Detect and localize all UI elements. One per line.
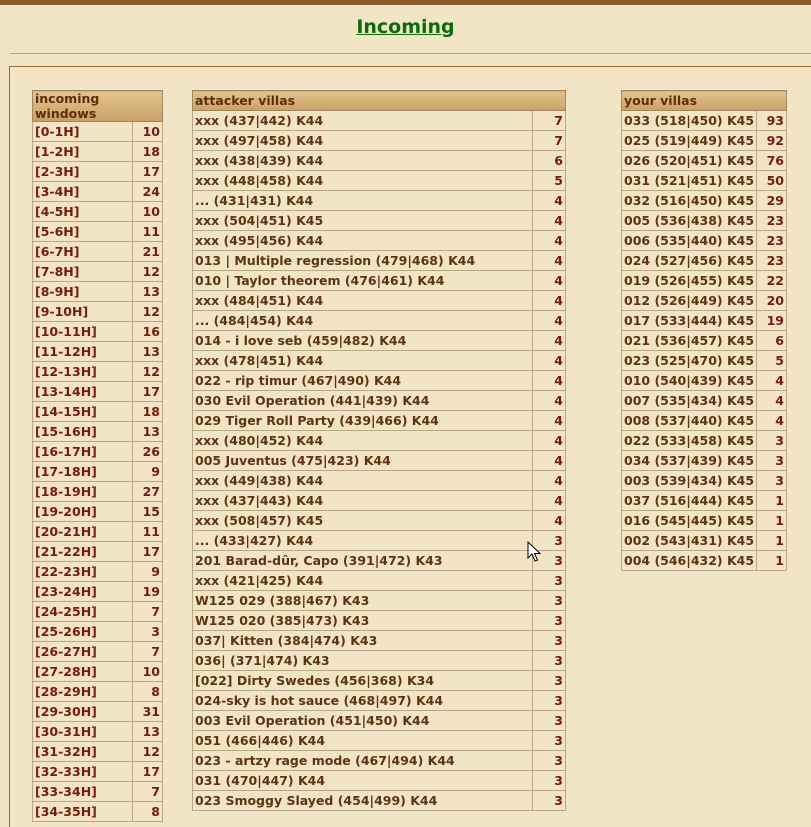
incoming-window-row	[33, 602, 163, 622]
incoming-window-row-count: 15	[133, 502, 163, 522]
incoming-window-row-count: 8	[133, 802, 163, 822]
your-villa-row-count: 1	[757, 491, 787, 511]
incoming-window-row-label[interactable]: [16-17H]	[33, 442, 133, 462]
your-villas-table	[621, 90, 787, 571]
attacker-villa-row	[193, 111, 566, 131]
incoming-window-row	[33, 142, 163, 162]
incoming-window-row-label[interactable]: [1-2H]	[33, 142, 133, 162]
incoming-window-row-label[interactable]: [8-9H]	[33, 282, 133, 302]
title-separator	[10, 53, 811, 54]
incoming-window-row	[33, 742, 163, 762]
incoming-window-row-label[interactable]: [18-19H]	[33, 482, 133, 502]
attacker-villa-row-label[interactable]: xxx (421|425) K44	[193, 571, 533, 591]
incoming-window-row-label[interactable]: [5-6H]	[33, 222, 133, 242]
incoming-window-row-count: 13	[133, 342, 163, 362]
your-villa-row	[622, 511, 787, 531]
attacker-villa-row	[193, 271, 566, 291]
your-villa-row	[622, 231, 787, 251]
your-villa-row-count: 1	[757, 511, 787, 531]
incoming-window-row	[33, 762, 163, 782]
incoming-window-row-label[interactable]: [19-20H]	[33, 502, 133, 522]
your-villa-row-count: 1	[757, 531, 787, 551]
your-villa-row-label[interactable]: 031 (521|451) K45	[622, 171, 757, 191]
your-villa-row-count: 23	[757, 211, 787, 231]
attacker-villa-row-label[interactable]: 030 Evil Operation (441|439) K44	[193, 391, 533, 411]
attacker-villa-row-label[interactable]: xxx (437|442) K44	[193, 111, 533, 131]
attacker-villa-row-label[interactable]: 036| (371|474) K43	[193, 651, 533, 671]
attacker-villa-row-label[interactable]: xxx (478|451) K44	[193, 351, 533, 371]
your-villa-row-label[interactable]: 010 (540|439) K45	[622, 371, 757, 391]
your-villa-row-count: 6	[757, 331, 787, 351]
incoming-window-row	[33, 562, 163, 582]
incoming-window-row	[33, 542, 163, 562]
attacker-villa-row-label[interactable]: W125 029 (388|467) K43	[193, 591, 533, 611]
incoming-window-row-count: 27	[133, 482, 163, 502]
incoming-window-row-count: 17	[133, 762, 163, 782]
incoming-window-row	[33, 802, 163, 822]
your-villa-row-count: 3	[757, 451, 787, 471]
attacker-villa-row	[193, 431, 566, 451]
your-villa-row	[622, 251, 787, 271]
incoming-window-row-count: 17	[133, 542, 163, 562]
mouse-pointer-icon	[527, 541, 541, 563]
your-villa-row-count: 50	[757, 171, 787, 191]
incoming-window-row	[33, 722, 163, 742]
incoming-window-row-label[interactable]: [33-34H]	[33, 782, 133, 802]
incoming-window-row	[33, 182, 163, 202]
incoming-windows-table	[32, 90, 163, 822]
attacker-villa-row-label[interactable]: xxx (448|458) K44	[193, 171, 533, 191]
your-villa-row	[622, 371, 787, 391]
your-villa-row-label[interactable]: 033 (518|450) K45	[622, 111, 757, 131]
incoming-window-row-label[interactable]: [11-12H]	[33, 342, 133, 362]
incoming-window-row-count: 12	[133, 302, 163, 322]
incoming-window-row-label[interactable]: [27-28H]	[33, 662, 133, 682]
attacker-villa-row-count: 4	[533, 431, 566, 451]
incoming-window-row	[33, 522, 163, 542]
attacker-villa-row-count: 4	[533, 371, 566, 391]
your-villa-row-count: 20	[757, 291, 787, 311]
your-villa-row-label[interactable]: 002 (543|431) K45	[622, 531, 757, 551]
your-villa-row-label[interactable]: 024 (527|456) K45	[622, 251, 757, 271]
incoming-window-row-count: 13	[133, 722, 163, 742]
incoming-window-row-count: 16	[133, 322, 163, 342]
attacker-villa-row-label[interactable]: xxx (480|452) K44	[193, 431, 533, 451]
incoming-window-row-label[interactable]: [12-13H]	[33, 362, 133, 382]
incoming-window-row-label[interactable]: [26-27H]	[33, 642, 133, 662]
attacker-villa-row	[193, 331, 566, 351]
your-villa-row-count: 4	[757, 391, 787, 411]
attacker-villa-row-label[interactable]: xxx (438|439) K44	[193, 151, 533, 171]
incoming-window-row-label[interactable]: [0-1H]	[33, 122, 133, 142]
your-villa-row-label[interactable]: 032 (516|450) K45	[622, 191, 757, 211]
attacker-villa-row	[193, 291, 566, 311]
attacker-villa-row-count: 3	[533, 651, 566, 671]
incoming-window-row-count: 12	[133, 262, 163, 282]
attacker-villa-row-count: 4	[533, 511, 566, 531]
incoming-window-row-count: 13	[133, 282, 163, 302]
your-villa-row-count: 4	[757, 371, 787, 391]
your-villa-row	[622, 391, 787, 411]
incoming-window-row-label[interactable]: [17-18H]	[33, 462, 133, 482]
incoming-window-row	[33, 622, 163, 642]
attacker-villa-row	[193, 171, 566, 191]
incoming-window-row-count: 11	[133, 522, 163, 542]
your-villa-row	[622, 531, 787, 551]
attacker-villa-row-label[interactable]: xxx (497|458) K44	[193, 131, 533, 151]
attacker-villa-row-count: 4	[533, 211, 566, 231]
incoming-window-row	[33, 402, 163, 422]
attacker-villa-row-label[interactable]: xxx (495|456) K44	[193, 231, 533, 251]
your-villa-row-count: 3	[757, 431, 787, 451]
attacker-villa-row	[193, 391, 566, 411]
attacker-villa-row-count: 4	[533, 271, 566, 291]
attacker-villa-row	[193, 791, 566, 811]
incoming-window-row-label[interactable]: [13-14H]	[33, 382, 133, 402]
incoming-window-row-count: 7	[133, 602, 163, 622]
your-villa-row-label[interactable]: 026 (520|451) K45	[622, 151, 757, 171]
attacker-villa-row-count: 4	[533, 311, 566, 331]
attacker-villa-row-label[interactable]: 005 Juventus (475|423) K44	[193, 451, 533, 471]
incoming-window-row-count: 26	[133, 442, 163, 462]
incoming-window-row	[33, 382, 163, 402]
attacker-villa-row-label[interactable]: 023 Smoggy Slayed (454|499) K44	[193, 791, 533, 811]
attacker-villa-row-count: 4	[533, 251, 566, 271]
incoming-window-row-count: 10	[133, 202, 163, 222]
incoming-window-row-count: 9	[133, 562, 163, 582]
incoming-window-row-count: 13	[133, 422, 163, 442]
attacker-villa-row-count: 4	[533, 351, 566, 371]
your-villa-row	[622, 151, 787, 171]
attacker-villa-row	[193, 311, 566, 331]
attacker-villa-row-count: 4	[533, 491, 566, 511]
your-villa-row	[622, 431, 787, 451]
your-villa-row-label[interactable]: 008 (537|440) K45	[622, 411, 757, 431]
attacker-villa-row-label[interactable]: 022 - rip timur (467|490) K44	[193, 371, 533, 391]
attacker-villa-row-count: 3	[533, 571, 566, 591]
attacker-villa-row	[193, 411, 566, 431]
attacker-villa-row-count: 3	[533, 751, 566, 771]
incoming-window-row-label[interactable]: [14-15H]	[33, 402, 133, 422]
incoming-window-row-label[interactable]: [2-3H]	[33, 162, 133, 182]
your-villa-row-count: 19	[757, 311, 787, 331]
your-villa-row-label[interactable]: 019 (526|455) K45	[622, 271, 757, 291]
incoming-window-row-count: 17	[133, 382, 163, 402]
attacker-villa-row	[193, 631, 566, 651]
your-villa-row	[622, 191, 787, 211]
attacker-villa-row	[193, 531, 566, 551]
attacker-villa-row	[193, 191, 566, 211]
attacker-villa-row-label[interactable]: xxx (449|438) K44	[193, 471, 533, 491]
incoming-window-row-count: 19	[133, 582, 163, 602]
attacker-villa-row-count: 4	[533, 411, 566, 431]
your-villa-row-label[interactable]: 012 (526|449) K45	[622, 291, 757, 311]
incoming-window-row	[33, 262, 163, 282]
attacker-villa-row	[193, 151, 566, 171]
attacker-villa-row-count: 3	[533, 731, 566, 751]
incoming-window-row-count: 12	[133, 362, 163, 382]
attacker-villa-row-label[interactable]: ... (431|431) K44	[193, 191, 533, 211]
attacker-villa-row	[193, 731, 566, 751]
incoming-window-row-count: 12	[133, 742, 163, 762]
attacker-villa-row	[193, 651, 566, 671]
incoming-window-row-label[interactable]: [3-4H]	[33, 182, 133, 202]
your-villa-row	[622, 171, 787, 191]
attacker-villa-row	[193, 751, 566, 771]
incoming-window-row	[33, 682, 163, 702]
incoming-window-row-count: 10	[133, 122, 163, 142]
attacker-villa-row	[193, 351, 566, 371]
incoming-window-row-label[interactable]: [34-35H]	[33, 802, 133, 822]
attacker-villa-row	[193, 771, 566, 791]
attacker-villa-row-count: 3	[533, 611, 566, 631]
your-villa-row-label[interactable]: 017 (533|444) K45	[622, 311, 757, 331]
incoming-window-row-count: 11	[133, 222, 163, 242]
incoming-windows-header[interactable]: incoming windows	[33, 91, 163, 122]
your-villa-row-label[interactable]: 005 (536|438) K45	[622, 211, 757, 231]
attacker-villa-row-count: 5	[533, 171, 566, 191]
attacker-villas-table	[192, 90, 566, 811]
attacker-villa-row-label[interactable]: [022] Dirty Swedes (456|368) K34	[193, 671, 533, 691]
attacker-villa-row	[193, 231, 566, 251]
attacker-villa-row-count: 3	[533, 771, 566, 791]
attacker-villa-row-label[interactable]: 201 Barad-dûr, Capo (391|472) K43	[193, 551, 533, 571]
attacker-villa-row-label[interactable]: 031 (470|447) K44	[193, 771, 533, 791]
attacker-villas-body	[193, 111, 566, 811]
attacker-villa-row	[193, 471, 566, 491]
your-villa-row-count: 1	[757, 551, 787, 571]
your-villa-row	[622, 471, 787, 491]
incoming-window-row	[33, 582, 163, 602]
incoming-window-row-count: 18	[133, 142, 163, 162]
attacker-villa-row-label[interactable]: 037| Kitten (384|474) K43	[193, 631, 533, 651]
your-villa-row-label[interactable]: 003 (539|434) K45	[622, 471, 757, 491]
attacker-villa-row	[193, 491, 566, 511]
incoming-window-row	[33, 422, 163, 442]
attacker-villa-row-count: 4	[533, 471, 566, 491]
incoming-window-row-count: 17	[133, 162, 163, 182]
your-villa-row	[622, 351, 787, 371]
incoming-window-row-label[interactable]: [6-7H]	[33, 242, 133, 262]
your-villa-row	[622, 291, 787, 311]
attacker-villa-row-count: 3	[533, 711, 566, 731]
attacker-villa-row	[193, 131, 566, 151]
attacker-villa-row	[193, 251, 566, 271]
attacker-villa-row	[193, 451, 566, 471]
your-villa-row-count: 23	[757, 251, 787, 271]
your-villa-row-count: 5	[757, 351, 787, 371]
incoming-window-row	[33, 642, 163, 662]
attacker-villa-row-label[interactable]: 014 - i love seb (459|482) K44	[193, 331, 533, 351]
title-area	[0, 5, 811, 53]
attacker-villa-row-label[interactable]: 023 - artzy rage mode (467|494) K44	[193, 751, 533, 771]
attacker-villa-row	[193, 611, 566, 631]
your-villa-row-label[interactable]: 007 (535|434) K45	[622, 391, 757, 411]
your-villa-row	[622, 271, 787, 291]
incoming-window-row	[33, 662, 163, 682]
attacker-villas-header[interactable]: attacker villas	[193, 91, 566, 111]
your-villa-row-count: 3	[757, 471, 787, 491]
your-villa-row	[622, 491, 787, 511]
incoming-window-row-label[interactable]: [23-24H]	[33, 582, 133, 602]
attacker-villa-row-count: 4	[533, 331, 566, 351]
attacker-villa-row-count: 4	[533, 451, 566, 471]
attacker-villa-row-count: 3	[533, 591, 566, 611]
incoming-window-row-label[interactable]: [28-29H]	[33, 682, 133, 702]
attacker-villa-row-count: 3	[533, 531, 566, 551]
incoming-window-row-label[interactable]: [4-5H]	[33, 202, 133, 222]
incoming-window-row-count: 31	[133, 702, 163, 722]
incoming-window-row	[33, 302, 163, 322]
your-villa-row-count: 93	[757, 111, 787, 131]
your-villa-row-count: 23	[757, 231, 787, 251]
incoming-window-row	[33, 242, 163, 262]
attacker-villa-row-label[interactable]: xxx (484|451) K44	[193, 291, 533, 311]
incoming-window-row	[33, 202, 163, 222]
your-villa-row	[622, 451, 787, 471]
attacker-villa-row-label[interactable]: 029 Tiger Roll Party (439|466) K44	[193, 411, 533, 431]
incoming-window-row-label[interactable]: [7-8H]	[33, 262, 133, 282]
attacker-villa-row-label[interactable]: xxx (508|457) K45	[193, 511, 533, 531]
your-villa-row-label[interactable]: 021 (536|457) K45	[622, 331, 757, 351]
incoming-window-row	[33, 442, 163, 462]
attacker-villa-row	[193, 371, 566, 391]
incoming-window-row-count: 8	[133, 682, 163, 702]
incoming-window-row-count: 10	[133, 662, 163, 682]
incoming-window-row-count: 21	[133, 242, 163, 262]
incoming-window-row-label[interactable]: [29-30H]	[33, 702, 133, 722]
incoming-window-row	[33, 322, 163, 342]
incoming-window-row	[33, 162, 163, 182]
attacker-villa-row-count: 4	[533, 291, 566, 311]
incoming-window-row-count: 3	[133, 622, 163, 642]
attacker-villa-row	[193, 571, 566, 591]
your-villa-row-count: 76	[757, 151, 787, 171]
incoming-window-row-count: 18	[133, 402, 163, 422]
incoming-window-row	[33, 782, 163, 802]
attacker-villa-row-label[interactable]: 010 | Taylor theorem (476|461) K44	[193, 271, 533, 291]
your-villas-header[interactable]: your villas	[622, 91, 787, 111]
attacker-villa-row-label[interactable]: xxx (504|451) K45	[193, 211, 533, 231]
your-villas-body	[622, 111, 787, 571]
your-villa-row-count: 22	[757, 271, 787, 291]
your-villa-row-count: 92	[757, 131, 787, 151]
your-villa-row-count: 29	[757, 191, 787, 211]
attacker-villa-row-count: 3	[533, 691, 566, 711]
attacker-villa-row-count: 4	[533, 231, 566, 251]
attacker-villa-row-label[interactable]: 051 (466|446) K44	[193, 731, 533, 751]
your-villa-row	[622, 311, 787, 331]
page-title[interactable]: Incoming	[356, 16, 455, 38]
attacker-villa-row-count: 3	[533, 631, 566, 651]
incoming-windows-body	[33, 122, 163, 822]
your-villa-row	[622, 551, 787, 571]
attacker-villa-row-label[interactable]: W125 020 (385|473) K43	[193, 611, 533, 631]
attacker-villa-row-count: 7	[533, 111, 566, 131]
attacker-villa-row	[193, 671, 566, 691]
your-villa-row-label[interactable]: 025 (519|449) K45	[622, 131, 757, 151]
your-villa-row	[622, 131, 787, 151]
incoming-window-row	[33, 222, 163, 242]
incoming-window-row-label[interactable]: [20-21H]	[33, 522, 133, 542]
incoming-window-row-label[interactable]: [32-33H]	[33, 762, 133, 782]
attacker-villa-row	[193, 211, 566, 231]
incoming-window-row	[33, 122, 163, 142]
incoming-window-row	[33, 482, 163, 502]
attacker-villa-row-count: 6	[533, 151, 566, 171]
your-villa-row	[622, 411, 787, 431]
incoming-window-row-count: 9	[133, 462, 163, 482]
attacker-villa-row-count: 3	[533, 551, 566, 571]
incoming-window-row-label[interactable]: [24-25H]	[33, 602, 133, 622]
your-villa-row-label[interactable]: 006 (535|440) K45	[622, 231, 757, 251]
incoming-window-row-label[interactable]: [31-32H]	[33, 742, 133, 762]
incoming-window-row-label[interactable]: [21-22H]	[33, 542, 133, 562]
your-villa-row-label[interactable]: 023 (525|470) K45	[622, 351, 757, 371]
incoming-window-row-label[interactable]: [25-26H]	[33, 622, 133, 642]
attacker-villa-row	[193, 551, 566, 571]
attacker-villa-row-count: 4	[533, 391, 566, 411]
your-villa-row-label[interactable]: 004 (546|432) K45	[622, 551, 757, 571]
incoming-window-row	[33, 362, 163, 382]
incoming-window-row	[33, 342, 163, 362]
attacker-villa-row-label[interactable]: 024-sky is hot sauce (468|497) K44	[193, 691, 533, 711]
attacker-villa-row-label[interactable]: 013 | Multiple regression (479|468) K44	[193, 251, 533, 271]
attacker-villa-row-count: 3	[533, 671, 566, 691]
attacker-villa-row-count: 4	[533, 191, 566, 211]
attacker-villa-row-label[interactable]: 003 Evil Operation (451|450) K44	[193, 711, 533, 731]
your-villa-row-label[interactable]: 034 (537|439) K45	[622, 451, 757, 471]
incoming-window-row-label[interactable]: [22-23H]	[33, 562, 133, 582]
your-villa-row	[622, 211, 787, 231]
attacker-villa-row	[193, 511, 566, 531]
incoming-window-row	[33, 502, 163, 522]
incoming-window-row	[33, 282, 163, 302]
your-villa-row-label[interactable]: 016 (545|445) K45	[622, 511, 757, 531]
incoming-window-row-label[interactable]: [30-31H]	[33, 722, 133, 742]
attacker-villa-row	[193, 711, 566, 731]
attacker-villa-row	[193, 591, 566, 611]
attacker-villa-row-count: 3	[533, 791, 566, 811]
attacker-villa-row-count: 7	[533, 131, 566, 151]
your-villa-row-label[interactable]: 037 (516|444) K45	[622, 491, 757, 511]
incoming-window-row	[33, 462, 163, 482]
incoming-window-row-count: 24	[133, 182, 163, 202]
your-villa-row	[622, 111, 787, 131]
incoming-window-row-label[interactable]: [9-10H]	[33, 302, 133, 322]
attacker-villa-row-label[interactable]: ... (433|427) K44	[193, 531, 533, 551]
attacker-villa-row-label[interactable]: xxx (437|443) K44	[193, 491, 533, 511]
incoming-window-row-label[interactable]: [10-11H]	[33, 322, 133, 342]
incoming-window-row-count: 7	[133, 782, 163, 802]
incoming-window-row-count: 7	[133, 642, 163, 662]
attacker-villa-row	[193, 691, 566, 711]
incoming-window-row-label[interactable]: [15-16H]	[33, 422, 133, 442]
incoming-window-row	[33, 702, 163, 722]
your-villa-row	[622, 331, 787, 351]
your-villa-row-count: 4	[757, 411, 787, 431]
your-villa-row-label[interactable]: 022 (533|458) K45	[622, 431, 757, 451]
attacker-villa-row-label[interactable]: ... (484|454) K44	[193, 311, 533, 331]
